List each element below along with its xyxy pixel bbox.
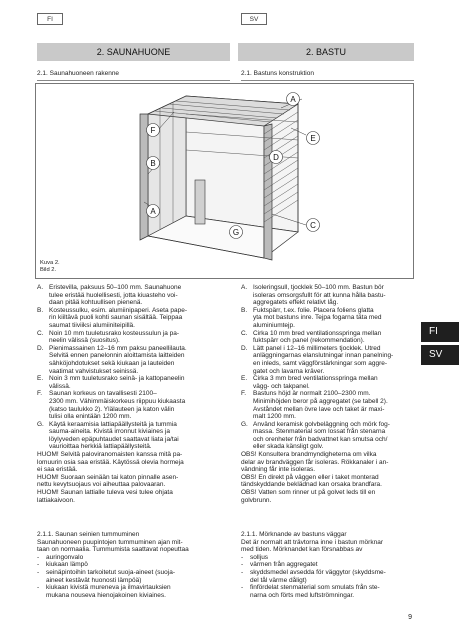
bullet-dash: - xyxy=(37,568,40,576)
bullet-text: kiukaan kivistä mureneva ja ilmavirtauksien mukana nouseva hienojakoinen kiviaines. xyxy=(46,584,171,599)
caption-sv: Bild 2. xyxy=(40,267,57,273)
list-item xyxy=(241,421,414,451)
list-item-text: Saunan korkeus on tavallisesti 2100– 2300 mm. Vähimmäiskorkeus riippuu kiukaasta (katso taulukko 2). Ylälauteen ja katon välin tulisi olla enintään 1200 mm. xyxy=(49,390,186,421)
list-item xyxy=(241,375,414,390)
callout-label: C xyxy=(310,221,316,230)
section-title: 2.1.1. Saunan seinien tummuminen xyxy=(37,531,140,538)
list-item xyxy=(37,307,228,330)
list-item xyxy=(37,330,228,345)
list-item-letter: A. xyxy=(37,284,44,291)
note-paragraph: OBS! Vatten som rinner ut på golvet leds till en golvbrunn. xyxy=(241,489,376,504)
list-item-text: Käytä keraamisia lattiapäällysteitä ja tummia sauma-aineita. Kivistä irronnut kiviaines ja löylyveden epäpuhtaudet saattavat liata ja/tai vaurioittaa herkkiä lattiapäällysteitä. xyxy=(49,420,179,451)
list-item xyxy=(37,345,228,375)
note-paragraph: OBS! Konsultera brandmyndigheterna om vilka delar av brandväggen får isoleras. Rökkanaler i an- vändning får inte isoleras. xyxy=(241,451,389,474)
component-list-fi xyxy=(37,284,228,504)
subheading-fi: 2.1. Saunahuoneen rakenne xyxy=(37,70,120,77)
language-tag-sv: SV xyxy=(241,13,267,25)
bullet-dash: - xyxy=(37,561,40,569)
list-item-letter: A. xyxy=(241,284,248,291)
list-item-letter: G. xyxy=(37,420,44,428)
list-item-letter: D. xyxy=(37,344,44,352)
bullet-item xyxy=(37,561,228,569)
sauna-structure-drawing xyxy=(36,84,415,280)
list-item-text: Cirka 10 mm bred ventilationsspringa mellan fuktspärr och panel (rekommendation). xyxy=(253,329,382,345)
list-item-text: Eristevilla, paksuus 50–100 mm. Saunahuone tulee eristää huolellisesti, jotta kiuasteho voi- daan pitää kohtuullisen pienenä. xyxy=(49,284,182,307)
list-item-letter: C. xyxy=(241,329,248,337)
bullet-text: kiukaan lämpö xyxy=(46,561,88,569)
note-paragraph: HUOM! Saunan lattialle tuleva vesi tulee ohjata lattiakaivoon. xyxy=(37,489,173,504)
list-item xyxy=(37,375,228,390)
list-item xyxy=(37,421,228,451)
bullet-item xyxy=(37,554,228,562)
language-side-tab-fi[interactable]: FI xyxy=(421,322,459,342)
list-item-letter: B. xyxy=(241,306,248,314)
note-paragraph: HUOM! Suoraan seinään tai katon pinnalle asen- nettu kevytsuojaus voi aiheuttaa palovaaran. xyxy=(37,473,179,489)
language-side-tab-sv[interactable]: SV xyxy=(421,345,459,365)
bullet-item xyxy=(241,561,414,569)
component-list-sv xyxy=(241,284,414,504)
bullet-dash: - xyxy=(241,561,244,569)
list-item-text: Bastuns höjd är normalt 2100–2300 mm. Minimihöjden beror på aggregatet (se tabell 2). Avståndet mellan övre lave och taket är maxi- malt 1200 mm. xyxy=(253,390,388,421)
divider-sv xyxy=(241,80,414,81)
list-item-text: Pienimassainen 12–16 mm paksu paneellilauta. Selvitä ennen panelonnin aloittamista laitteiden sähköjohdotukset sekä kiukaan ja lauteiden vaatimat vahvistukset seinissä. xyxy=(49,344,187,375)
list-item xyxy=(241,390,414,420)
bullet-text: värmen från aggregatet xyxy=(250,561,318,569)
section-title: 2.1.1. Mörknande av bastuns väggar xyxy=(241,531,347,538)
list-item xyxy=(241,345,414,375)
bullet-dash: - xyxy=(241,584,244,592)
bullet-dash: - xyxy=(37,584,40,592)
divider-fi xyxy=(37,80,230,81)
bullet-text: solljus xyxy=(250,553,269,561)
list-item-text: Kosteussulku, esim. alumiinipaperi. Aseta pape- rin kiiltävä puoli kohti saunan sisältää. Teippaa saumat tiiviiksi alumiiniteipillä. xyxy=(49,306,188,329)
subheading-sv: 2.1. Bastuns konstruktion xyxy=(241,70,314,77)
sauna-structure-figure xyxy=(35,83,414,279)
list-item-letter: B. xyxy=(37,306,44,314)
list-item xyxy=(241,330,414,345)
section-header-sv: 2. BASTU xyxy=(238,43,414,61)
list-item-letter: E. xyxy=(241,375,248,383)
list-item-text: Isoleringsull, tjocklek 50–100 mm. Bastun bör isoleras omsorgsfullt för att kunna hålla bastu- aggregatets effekt relativt låg. xyxy=(253,284,386,307)
figure-caption xyxy=(40,260,60,274)
bullet-dash: - xyxy=(37,553,40,561)
section-body: Saunahuoneen puupintojen tummuminen ajan mit- taan on normaalia. Tummumista saattavat nopeuttaa xyxy=(37,538,189,554)
list-item xyxy=(37,284,228,307)
bullet-item xyxy=(241,584,414,599)
note-paragraph: OBS! En direkt på väggen eller i taket monterad tändskyddande beklädnad kan orsaka brandfara. xyxy=(241,473,382,489)
bullet-item xyxy=(241,569,414,584)
list-item-text: Noin 3 mm tuuletusrako seinä- ja kattopaneelin välissä. xyxy=(49,375,185,390)
list-item-text: Fuktspärr, t.ex. folie. Placera foliens glatta yta mot bastuns inre. Tejpa fogarna täta med aluminiumtejp. xyxy=(253,306,382,329)
bullet-text: finfördelat stenmaterial som smulats från ste- narna och förts med luftströmningar. xyxy=(250,584,380,599)
note-paragraph: HUOM! Selvitä paloviranomaisten kanssa mitä pa- lomuurin osia saa eristää. Käytössä olevia hormeja ei saa eristää. xyxy=(37,451,184,474)
language-tag-fi: FI xyxy=(37,13,63,25)
list-item-text: Noin 10 mm tuuletusrako kosteussulun ja pa- neelin välissä (suositus). xyxy=(49,329,180,345)
list-item-letter: D. xyxy=(241,344,248,352)
bullet-text: skyddsmedel avsedda för väggytor (skyddsme- del tål värme dåligt) xyxy=(250,568,386,584)
list-item-letter: F. xyxy=(241,390,247,398)
callout-label: F xyxy=(150,126,156,135)
bullet-text: auringonvalo xyxy=(46,553,84,561)
callout-label: B xyxy=(150,159,156,168)
section-header-fi: 2. SAUNAHUONE xyxy=(37,43,230,61)
bullet-dash: - xyxy=(241,568,244,576)
list-item-letter: F. xyxy=(37,390,43,398)
list-item xyxy=(241,307,414,330)
darkening-section-sv xyxy=(241,531,414,599)
list-item-text: Cirka 3 mm bred ventilationsspringa mellan vägg- och takpanel. xyxy=(253,375,378,390)
callout-label: A xyxy=(290,95,296,104)
bullet-dash: - xyxy=(241,553,244,561)
bullet-item xyxy=(37,569,228,584)
page-number: 9 xyxy=(408,614,412,621)
callout-label: A xyxy=(150,207,156,216)
bullet-text: seinäpintoihin tarkoitetut suoja-aineet (suoja- aineet kestävät huonosti lämpöä) xyxy=(46,568,175,584)
caption-fi: Kuva 2. xyxy=(40,260,60,266)
callout-label: G xyxy=(232,228,240,237)
bullet-item xyxy=(37,584,228,599)
darkening-section-fi xyxy=(37,531,228,599)
list-item xyxy=(241,284,414,307)
list-item-text: Använd keramisk golvbeläggning och mörk fog- massa. Stenmaterial som lossat från stenarna och orenheter från badvattnet kan smutsa och/ eller skada känsligt golv. xyxy=(253,420,390,451)
list-item-letter: G. xyxy=(241,420,248,428)
section-body: Det är normalt att trävtorna inne i bastun mörknar med tiden. Mörknandet kan försnabbas av xyxy=(241,538,383,554)
callout-label: D xyxy=(273,153,279,162)
list-item-letter: E. xyxy=(37,375,44,383)
list-item-text: Lätt panel i 12–16 millimeters tjocklek. Utred anläggningarnas elanslutningar innan panelning- en inleds, samt väggförstärkningar som aggre- gatet och lavarna kräver. xyxy=(253,344,394,375)
list-item-letter: C. xyxy=(37,329,44,337)
list-item xyxy=(37,390,228,420)
callout-label: E xyxy=(310,134,316,143)
